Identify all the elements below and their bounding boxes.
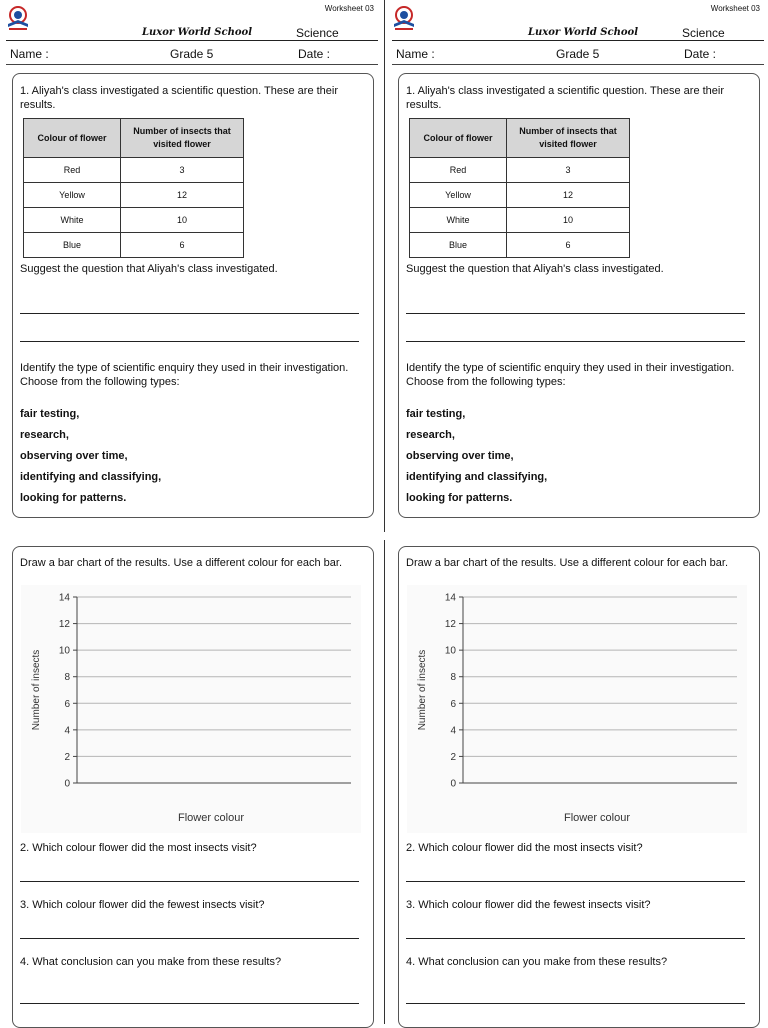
table-cell: White [24, 208, 121, 233]
y-tick-label: 14 [444, 592, 456, 604]
table-cell: Yellow [24, 183, 121, 208]
question-2-text: 2. Which colour flower did the most insects visit? [406, 842, 643, 854]
y-tick-label: 6 [64, 698, 70, 710]
enquiry-option: fair testing, [406, 408, 466, 420]
enquiry-option: research, [20, 429, 69, 441]
table-row [24, 233, 244, 258]
question-2-text: 2. Which colour flower did the most insects visit? [20, 842, 257, 854]
name-label: Name : [10, 47, 49, 61]
y-tick-label: 8 [450, 672, 456, 684]
table-row [410, 158, 630, 183]
bar-chart-grid[interactable] [21, 585, 361, 833]
y-axis-label: Number of insects [31, 649, 42, 731]
question-1-intro: 1. Aliyah's class investigated a scientific question. These are their results. [20, 85, 339, 111]
name-label: Name : [396, 47, 435, 61]
enquiry-option: looking for patterns. [20, 492, 127, 504]
worksheet-copy-left [6, 0, 378, 1024]
answer-line[interactable] [406, 341, 745, 342]
school-name: Luxor World School [528, 27, 639, 38]
table-cell: Blue [410, 233, 507, 258]
y-tick-label: 12 [444, 619, 456, 631]
answer-line[interactable] [20, 1003, 359, 1004]
enquiry-option: observing over time, [20, 450, 128, 462]
table-cell: 10 [507, 208, 630, 233]
suggest-question-prompt: Suggest the question that Aliyah's class investigated. [406, 263, 664, 275]
y-tick-label: 14 [58, 592, 70, 604]
answer-line[interactable] [20, 938, 359, 939]
y-tick-label: 10 [444, 645, 456, 657]
enquiry-option: fair testing, [20, 408, 80, 420]
y-tick-label: 2 [64, 751, 70, 763]
bar-chart-grid[interactable] [407, 585, 747, 833]
table-cell: Yellow [410, 183, 507, 208]
grade-label: Grade 5 [556, 47, 600, 61]
results-table [23, 118, 244, 258]
school-logo-icon [392, 6, 416, 32]
question-2-box [12, 546, 374, 1028]
table-header-colour: Colour of flower [410, 119, 507, 158]
y-tick-label: 10 [58, 645, 70, 657]
y-tick-label: 0 [450, 778, 456, 790]
table-cell: Blue [24, 233, 121, 258]
header-rule [392, 40, 764, 41]
worksheet-number: Worksheet 03 [324, 4, 374, 13]
enquiry-option: identifying and classifying, [406, 471, 548, 483]
x-axis-label: Flower colour [563, 812, 631, 824]
question-4-text: 4. What conclusion can you make from these results? [406, 956, 668, 968]
y-tick-label: 4 [64, 725, 70, 737]
header-rule-2 [392, 64, 764, 65]
table-row [410, 233, 630, 258]
table-row [24, 158, 244, 183]
question-1-intro: 1. Aliyah's class investigated a scientific question. These are their results. [406, 85, 725, 111]
suggest-question-prompt: Suggest the question that Aliyah's class investigated. [20, 263, 278, 275]
table-cell: 10 [121, 208, 244, 233]
answer-line[interactable] [406, 1003, 745, 1004]
table-cell: Red [410, 158, 507, 183]
bar-chart-svg [407, 585, 747, 833]
y-tick-label: 6 [450, 698, 456, 710]
y-tick-label: 12 [58, 619, 70, 631]
results-table [409, 118, 630, 258]
y-tick-label: 8 [64, 672, 70, 684]
worksheet-number: Worksheet 03 [710, 4, 760, 13]
answer-line[interactable] [20, 313, 359, 314]
table-row [410, 208, 630, 233]
table-cell: 12 [121, 183, 244, 208]
subject-label: Science [682, 26, 725, 40]
table-header-insects: Number of insects that visited flower [507, 119, 630, 158]
table-header-colour: Colour of flower [24, 119, 121, 158]
table-header-insects: Number of insects that visited flower [121, 119, 244, 158]
y-tick-label: 2 [450, 751, 456, 763]
school-name: Luxor World School [142, 27, 253, 38]
page-divider-top [384, 0, 385, 532]
date-label: Date : [684, 47, 717, 61]
y-axis-label: Number of insects [417, 649, 428, 731]
table-cell: Red [24, 158, 121, 183]
answer-line[interactable] [20, 341, 359, 342]
table-cell: 3 [507, 158, 630, 183]
answer-line[interactable] [406, 938, 745, 939]
question-4-text: 4. What conclusion can you make from these results? [20, 956, 282, 968]
page-divider-bottom [384, 540, 385, 1024]
date-label: Date : [298, 47, 331, 61]
table-cell: White [410, 208, 507, 233]
table-row [24, 183, 244, 208]
subject-label: Science [296, 26, 339, 40]
bar-chart-svg [21, 585, 361, 833]
question-3-text: 3. Which colour flower did the fewest insects visit? [20, 899, 265, 911]
y-tick-label: 4 [450, 725, 456, 737]
header-rule-2 [6, 64, 378, 65]
enquiry-option: identifying and classifying, [20, 471, 162, 483]
question-3-text: 3. Which colour flower did the fewest insects visit? [406, 899, 651, 911]
table-row [410, 183, 630, 208]
bar-chart-instruction: Draw a bar chart of the results. Use a different colour for each bar. [20, 557, 343, 569]
identify-enquiry-prompt: Identify the type of scientific enquiry they used in their investigation. Choose from the following types: [406, 362, 735, 388]
worksheet-copy-right [392, 0, 764, 1024]
identify-enquiry-prompt: Identify the type of scientific enquiry they used in their investigation. Choose from the following types: [20, 362, 349, 388]
answer-line[interactable] [20, 881, 359, 882]
enquiry-option: research, [406, 429, 455, 441]
question-2-box [398, 546, 760, 1028]
table-cell: 6 [507, 233, 630, 258]
table-cell: 6 [121, 233, 244, 258]
enquiry-option: looking for patterns. [406, 492, 513, 504]
table-cell: 3 [121, 158, 244, 183]
enquiry-option: observing over time, [406, 450, 514, 462]
table-row [24, 208, 244, 233]
header-rule [6, 40, 378, 41]
grade-label: Grade 5 [170, 47, 214, 61]
answer-line[interactable] [406, 881, 745, 882]
x-axis-label: Flower colour [177, 812, 245, 824]
school-logo-icon [6, 6, 30, 32]
y-tick-label: 0 [64, 778, 70, 790]
bar-chart-instruction: Draw a bar chart of the results. Use a different colour for each bar. [406, 557, 729, 569]
question-1-box [398, 73, 760, 518]
question-1-box [12, 73, 374, 518]
table-cell: 12 [507, 183, 630, 208]
answer-line[interactable] [406, 313, 745, 314]
